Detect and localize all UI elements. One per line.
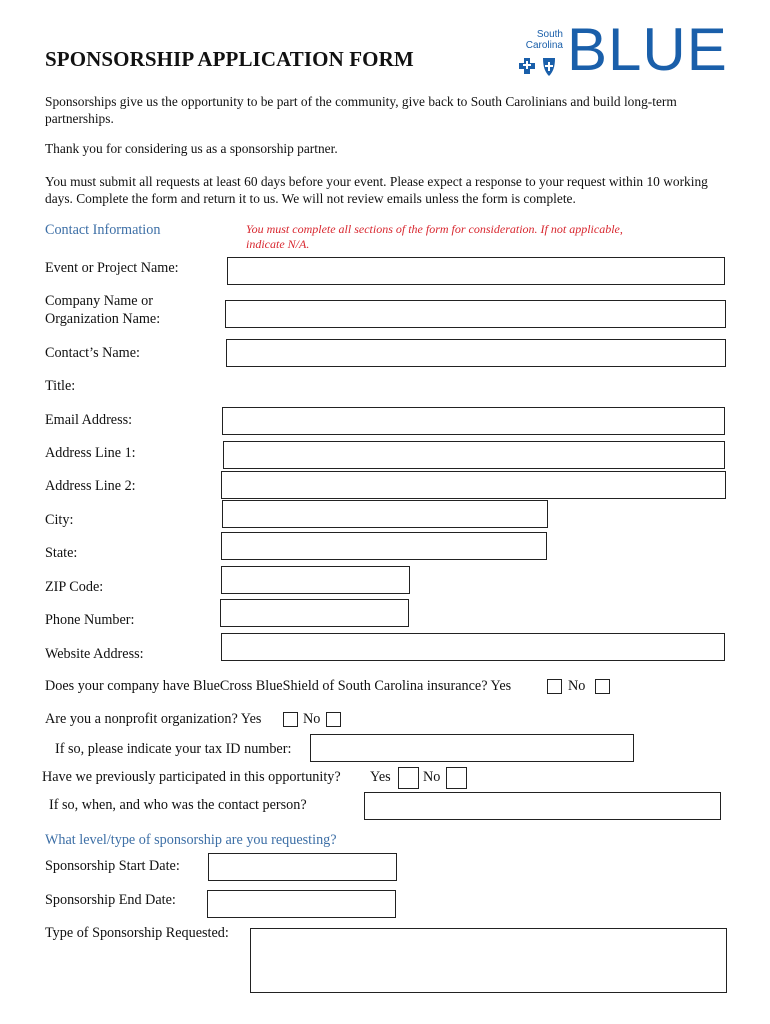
logo-line-carolina: Carolina bbox=[525, 40, 563, 51]
nonprofit-question: Are you a nonprofit organization? Yes bbox=[45, 711, 262, 727]
address-line-2-label: Address Line 2: bbox=[45, 478, 136, 494]
insurance-no-checkbox[interactable] bbox=[595, 679, 610, 694]
event-name-input[interactable] bbox=[227, 257, 725, 285]
sponsorship-type-label: Type of Sponsorship Requested: bbox=[45, 925, 229, 941]
previous-yes-checkbox[interactable] bbox=[398, 767, 419, 789]
logo-line-south: South bbox=[536, 29, 563, 40]
logo-state-text bbox=[520, 29, 563, 51]
contact-person-input[interactable] bbox=[364, 792, 721, 820]
address-line-1-label: Address Line 1: bbox=[45, 445, 136, 461]
address-line-1-input[interactable] bbox=[223, 441, 725, 469]
sponsorship-section-heading: What level/type of sponsorship are you requesting? bbox=[45, 832, 337, 848]
contact-name-input[interactable] bbox=[226, 339, 726, 367]
company-name-input[interactable] bbox=[225, 300, 726, 328]
city-label: City: bbox=[45, 512, 74, 528]
page-title: SPONSORSHIP APPLICATION FORM bbox=[45, 47, 414, 71]
city-input[interactable] bbox=[222, 500, 548, 528]
event-label: Event or Project Name: bbox=[45, 260, 179, 276]
email-label: Email Address: bbox=[45, 412, 133, 428]
insurance-no-label: No bbox=[568, 678, 586, 694]
contact-name-label: Contact’s Name: bbox=[45, 345, 140, 361]
intro-paragraph-1: Sponsorships give us the opportunity to be part of the community, give back to South Carolinians and build long-term partnerships. bbox=[45, 94, 677, 126]
logo-wordmark: BLUE bbox=[567, 16, 728, 83]
nonprofit-no-label: No bbox=[303, 711, 321, 727]
end-date-label: Sponsorship End Date: bbox=[45, 892, 176, 908]
tax-id-label: If so, please indicate your tax ID number: bbox=[55, 741, 292, 757]
contact-section-heading: Contact Information bbox=[45, 222, 161, 238]
completion-note: You must complete all sections of the form for consideration. If not applicable, indicate N/A. bbox=[246, 222, 623, 251]
company-label-line-2: Organization Name: bbox=[45, 311, 161, 327]
intro-paragraph-3: You must submit all requests at least 60 days before your event. Please expect a response to your request within 10 working days. Complete the form and return it to us. We will not review emails unless the form is complete. bbox=[45, 174, 708, 206]
insurance-question: Does your company have BlueCross BlueShield of South Carolina insurance? Yes bbox=[45, 678, 512, 694]
zip-input[interactable] bbox=[221, 566, 410, 594]
previous-no-label: No bbox=[423, 769, 441, 785]
title-label: Title: bbox=[45, 378, 76, 394]
website-label: Website Address: bbox=[45, 646, 144, 662]
intro-paragraph-2: Thank you for considering us as a sponsorship partner. bbox=[45, 141, 338, 156]
tax-id-input[interactable] bbox=[310, 734, 634, 762]
state-label: State: bbox=[45, 545, 78, 561]
previous-participation-question: Have we previously participated in this opportunity? bbox=[42, 769, 341, 785]
phone-input[interactable] bbox=[220, 599, 409, 627]
contact-person-label: If so, when, and who was the contact person? bbox=[49, 797, 307, 813]
bluecross-blueshield-logo-icon bbox=[518, 56, 564, 78]
end-date-input[interactable] bbox=[207, 890, 396, 918]
company-label-line-1: Company Name or bbox=[45, 293, 153, 309]
insurance-yes-checkbox[interactable] bbox=[547, 679, 562, 694]
state-input[interactable] bbox=[221, 532, 547, 560]
zip-label: ZIP Code: bbox=[45, 579, 104, 595]
previous-no-checkbox[interactable] bbox=[446, 767, 467, 789]
previous-yes-label: Yes bbox=[370, 769, 391, 785]
start-date-label: Sponsorship Start Date: bbox=[45, 858, 180, 874]
website-input[interactable] bbox=[221, 633, 725, 661]
nonprofit-yes-checkbox[interactable] bbox=[283, 712, 298, 727]
nonprofit-no-checkbox[interactable] bbox=[326, 712, 341, 727]
sponsorship-type-input[interactable] bbox=[250, 928, 727, 993]
start-date-input[interactable] bbox=[208, 853, 397, 881]
address-line-2-input[interactable] bbox=[221, 471, 726, 499]
email-input[interactable] bbox=[222, 407, 725, 435]
phone-label: Phone Number: bbox=[45, 612, 135, 628]
